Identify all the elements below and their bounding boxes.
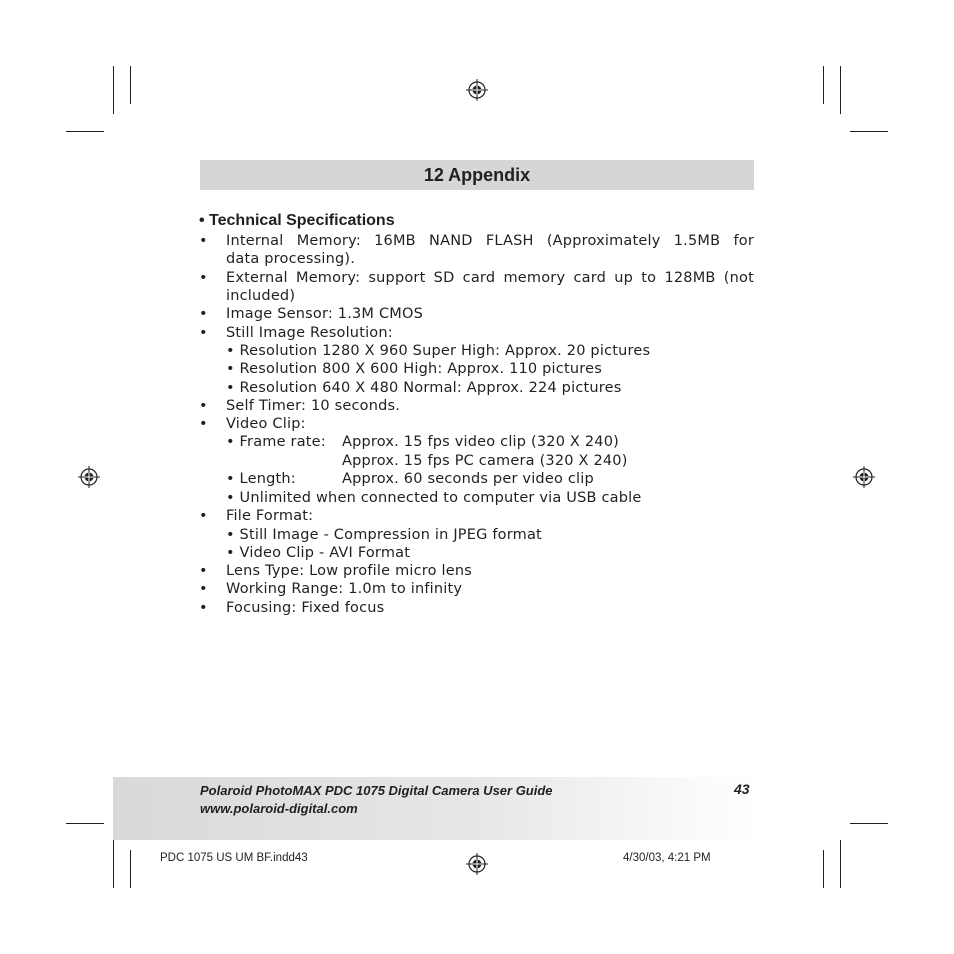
spec-frame-rate-label: • Frame rate: xyxy=(226,434,326,450)
page-title-bar xyxy=(200,160,754,190)
page-title: 12 Appendix xyxy=(423,164,531,185)
bullet: • xyxy=(199,600,208,616)
bullet: • xyxy=(199,398,208,414)
spec-length-value: Approx. 60 seconds per video clip xyxy=(342,471,594,487)
crop-mark xyxy=(850,131,888,132)
spec-external-memory: External Memory: support SD card memory card up to 128MB (not xyxy=(226,270,754,286)
spec-frame-rate-value: Approx. 15 fps PC camera (320 X 240) xyxy=(342,453,628,469)
spec-internal-memory: Internal Memory: 16MB NAND FLASH (Approximately 1.5MB for xyxy=(226,233,754,249)
spec-file-format: File Format: xyxy=(226,508,314,524)
spec-focusing: Focusing: Fixed focus xyxy=(226,600,385,616)
spec-still-resolution: Still Image Resolution: xyxy=(226,325,393,341)
crop-mark xyxy=(130,66,131,104)
registration-mark-icon xyxy=(466,79,488,101)
crop-mark xyxy=(840,66,841,114)
spec-image-sensor: Image Sensor: 1.3M CMOS xyxy=(226,306,423,322)
spec-length-label: • Length: xyxy=(226,471,296,487)
bullet: • xyxy=(199,233,208,249)
registration-mark-icon xyxy=(78,466,100,488)
slug-timestamp: 4/30/03, 4:21 PM xyxy=(623,852,711,864)
spec-resolution-item: • Resolution 640 X 480 Normal: Approx. 224 pictures xyxy=(226,380,622,396)
spec-unlimited: • Unlimited when connected to computer via USB cable xyxy=(226,490,642,506)
slug-file-name: PDC 1075 US UM BF.indd43 xyxy=(160,852,308,864)
spec-file-format-item: • Still Image - Compression in JPEG format xyxy=(226,527,542,543)
spec-resolution-item: • Resolution 800 X 600 High: Approx. 110 pictures xyxy=(226,361,602,377)
spec-external-memory-cont: included) xyxy=(226,288,296,304)
footer-guide-title: Polaroid PhotoMAX PDC 1075 Digital Camera User Guide xyxy=(200,783,553,798)
section-heading: • Technical Specifications xyxy=(199,212,395,229)
spec-video-clip: Video Clip: xyxy=(226,416,306,432)
spec-working-range: Working Range: 1.0m to infinity xyxy=(226,581,463,597)
spec-resolution-item: • Resolution 1280 X 960 Super High: Approx. 20 pictures xyxy=(226,343,651,359)
crop-mark xyxy=(66,131,104,132)
spec-file-format-item: • Video Clip - AVI Format xyxy=(226,545,411,561)
spec-internal-memory-cont: data processing). xyxy=(226,251,356,267)
registration-mark-icon xyxy=(466,853,488,875)
crop-mark xyxy=(66,823,104,824)
spec-lens-type: Lens Type: Low profile micro lens xyxy=(226,563,473,579)
crop-mark xyxy=(823,66,824,104)
crop-mark xyxy=(113,840,114,888)
footer-website: www.polaroid-digital.com xyxy=(200,801,358,816)
bullet: • xyxy=(199,581,208,597)
crop-mark xyxy=(840,840,841,888)
crop-mark xyxy=(823,850,824,888)
spec-frame-rate-value: Approx. 15 fps video clip (320 X 240) xyxy=(342,434,620,450)
bullet: • xyxy=(199,306,208,322)
bullet: • xyxy=(199,270,208,286)
bullet: • xyxy=(199,325,208,341)
crop-mark xyxy=(130,850,131,888)
bullet: • xyxy=(199,508,208,524)
bullet: • xyxy=(199,416,208,432)
crop-mark xyxy=(113,66,114,114)
page-number: 43 xyxy=(734,781,750,797)
registration-mark-icon xyxy=(853,466,875,488)
bullet: • xyxy=(199,563,208,579)
spec-self-timer: Self Timer: 10 seconds. xyxy=(226,398,401,414)
crop-mark xyxy=(850,823,888,824)
